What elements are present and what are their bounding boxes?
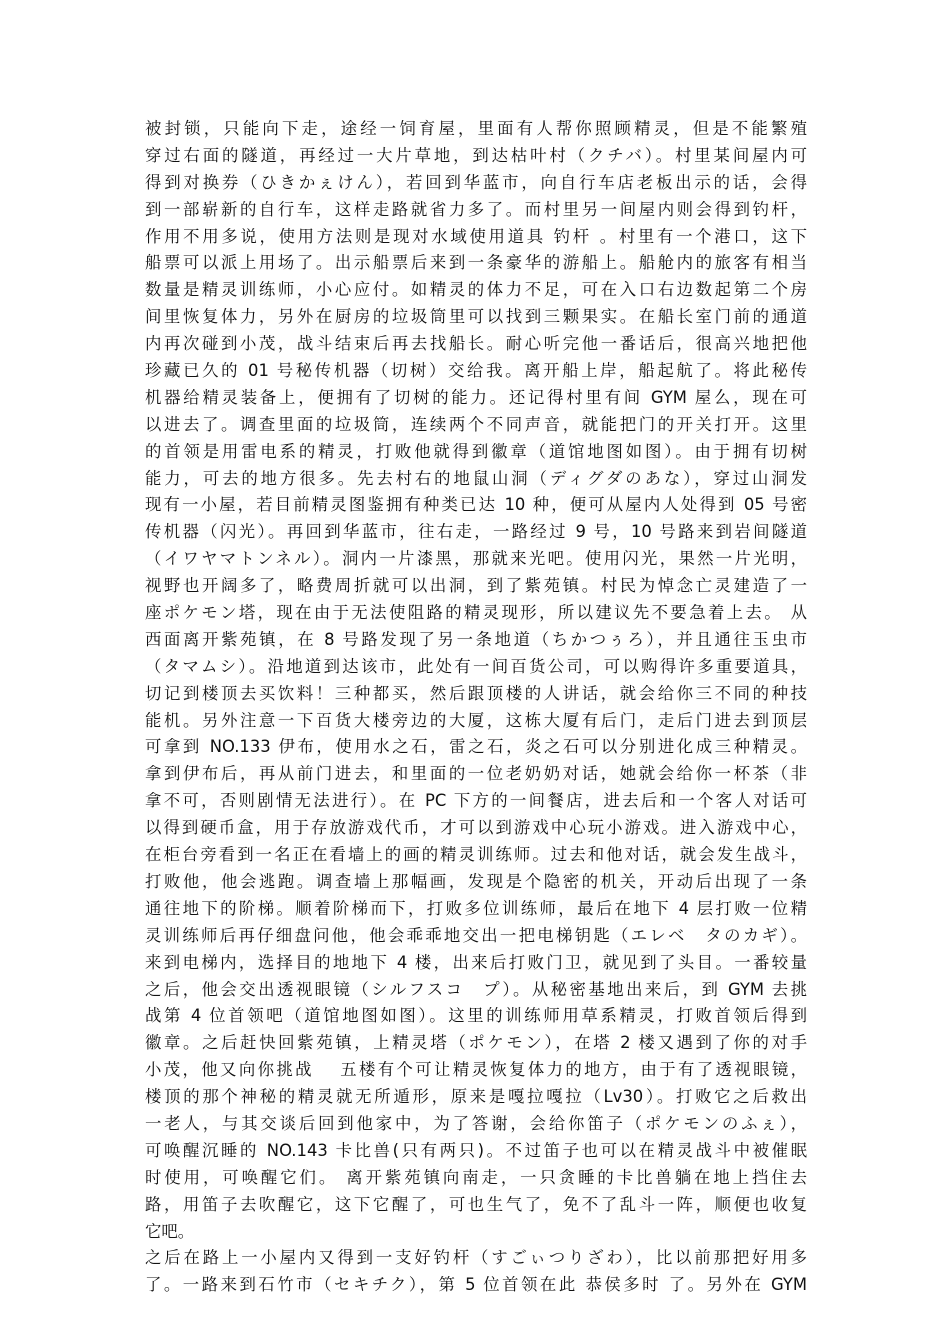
text-line: 到一部崭新的自行车，这样走路就省力多了。而村里另一间屋内则会得到钓杆， bbox=[145, 199, 807, 219]
text-line: 可拿到 NO.133 伊布，使用水之石，雷之石，炎之石可以分别进化成三种精灵。 bbox=[145, 737, 807, 757]
text-line: 时使用，可唤醒它们。 离开紫苑镇向南走，一只贪睡的卡比兽躺在地上挡住去 bbox=[145, 1167, 807, 1187]
text-line: 路，用笛子去吹醒它，这下它醒了，可也生气了，免不了乱斗一阵，顺便也收复 bbox=[145, 1194, 807, 1214]
text-line: 座ポケモン塔，现在由于无法使阻路的精灵现形，所以建议先不要急着上去。 从 bbox=[145, 603, 807, 623]
text-line: 穿过右面的隧道，再经过一大片草地，到达枯叶村（クチバ）。村里某间屋内可 bbox=[145, 145, 807, 165]
text-line: 传机器（闪光）。再回到华蓝市，往右走，一路经过 9 号，10 号路来到岩间隧道 bbox=[145, 522, 807, 542]
text-line: （タマムシ）。沿地道到达该市，此处有一间百货公司，可以购得许多重要道具， bbox=[145, 656, 807, 676]
text-line: 数量是精灵训练师，小心应付。如精灵的体力不足，可在入口右边数起第二个房 bbox=[145, 280, 807, 300]
text-line: 拿到伊布后，再从前门进去，和里面的一位老奶奶对话，她就会给你一杯茶（非 bbox=[145, 764, 807, 784]
text-line: 视野也开阔多了，略费周折就可以出洞，到了紫苑镇。村民为悼念亡灵建造了一 bbox=[145, 576, 807, 596]
document-page bbox=[145, 116, 807, 1299]
text-line: 在柜台旁看到一名正在看墙上的画的精灵训练师。过去和他对话，就会发生战斗， bbox=[145, 845, 807, 865]
text-line: 得到对换券（ひきかぇけん），若回到华蓝市，向自行车店老板出示的话，会得 bbox=[145, 172, 807, 192]
text-line: 一老人，与其交谈后回到他家中，为了答谢，会给你笛子（ポケモンのふぇ）， bbox=[145, 1113, 807, 1133]
text-line: 作用不用多说，使用方法则是现对水域使用道具 钓杆 。村里有一个港口，这下 bbox=[145, 226, 807, 246]
text-line: 西面离开紫苑镇，在 8 号路发现了另一条地道（ちかつぅろ），并且通往玉虫市 bbox=[145, 629, 807, 649]
text-line: 切记到楼顶去买饮料！三种都买，然后跟顶楼的人讲话，就会给你三不同的种技 bbox=[145, 683, 807, 703]
text-line: （イワヤマトンネル）。洞内一片漆黑，那就来光吧。使用闪光，果然一片光明， bbox=[145, 549, 807, 569]
text-line: 现有一小屋，若目前精灵图鉴拥有种类已达 10 种，便可从屋内人处得到 05 号密 bbox=[145, 495, 807, 515]
text-line: 之后，他会交出透视眼镜（シルフスコ プ）。从秘密基地出来后，到 GYM 去挑 bbox=[145, 979, 807, 999]
text-line: 能力，可去的地方很多。先去村右的地鼠山洞（ディグダのあな），穿过山洞发 bbox=[145, 468, 807, 488]
text-line: 能机。另外注意一下百货大楼旁边的大厦，这栋大厦有后门，走后门进去到顶层 bbox=[145, 710, 807, 730]
text-line: 珍藏已久的 01 号秘传机器（切树）交给我。离开船上岸，船起航了。将此秘传 bbox=[145, 361, 807, 381]
text-line: 战第 4 位首领吧（道馆地图如图）。这里的训练师用草系精灵，打败首领后得到 bbox=[145, 1006, 807, 1026]
text-line: 之后在路上一小屋内又得到一支好钓杆（すごぃつりざわ），比以前那把好用多 bbox=[145, 1248, 807, 1268]
text-line: 以得到硬币盒，用于存放游戏代币，才可以到游戏中心玩小游戏。进入游戏中心， bbox=[145, 818, 807, 838]
text-line: 被封锁，只能向下走，途经一饲育屋，里面有人帮你照顾精灵，但是不能繁殖 bbox=[145, 119, 807, 138]
text-line: 通往地下的阶梯。顺着阶梯而下，打败多位训练师，最后在地下 4 层打败一位精 bbox=[145, 898, 807, 918]
text-line: 来到电梯内，选择目的地地下 4 楼，出来后打败门卫，就见到了头目。一番较量 bbox=[145, 952, 807, 972]
text-line: 内再次碰到小茂，战斗结束后再去找船长。耐心听完他一番话后，很高兴地把他 bbox=[145, 334, 807, 354]
text-line: 它吧。 bbox=[145, 1221, 195, 1241]
text-line: 间里恢复体力，另外在厨房的垃圾筒里可以找到三颗果实。在船长室门前的通道 bbox=[145, 307, 807, 327]
text-line: 船票可以派上用场了。出示船票后来到一条豪华的游船上。船舱内的旅客有相当 bbox=[145, 253, 807, 273]
text-line: 徽章。之后赶快回紫苑镇，上精灵塔（ポケモン），在塔 2 楼又遇到了你的对手 bbox=[145, 1033, 807, 1053]
text-line: 灵训练师后再仔细盘问他，他会乖乖地交出一把电梯钥匙（エレベ タのカギ）。 bbox=[145, 925, 807, 945]
text-line: 以进去了。调查里面的垃圾筒，连续两个不同声音，就能把门的开关打开。这里 bbox=[145, 414, 807, 434]
text-line: 的首领是用雷电系的精灵，打败他就得到徽章（道馆地图如图）。由于拥有切树 bbox=[145, 441, 807, 461]
text-line: 可唤醒沉睡的 NO.143 卡比兽(只有两只)。不过笛子也可以在精灵战斗中被催眠 bbox=[145, 1140, 807, 1160]
text-line: 打败他，他会逃跑。调查墙上那幅画，发现是个隐密的机关，开动后出现了一条 bbox=[145, 871, 807, 891]
text-line: 楼顶的那个神秘的精灵就无所遁形，原来是嘎拉嘎拉（Lv30）。打败它之后救出 bbox=[145, 1087, 807, 1107]
text-line: 拿不可，否则剧情无法进行）。在 PC 下方的一间餐店，进去后和一个客人对话可 bbox=[145, 791, 807, 811]
text-line: 机器给精灵装备上，便拥有了切树的能力。还记得村里有间 GYM 屋么，现在可 bbox=[145, 387, 807, 407]
text-line: 了。一路来到石竹市（セキチク），第 5 位首领在此 恭侯多时 了。另外在 GYM bbox=[145, 1275, 807, 1295]
text-line: 小茂，他又向你挑战 五楼有个可让精灵恢复体力的地方，由于有了透视眼镜， bbox=[145, 1060, 807, 1080]
